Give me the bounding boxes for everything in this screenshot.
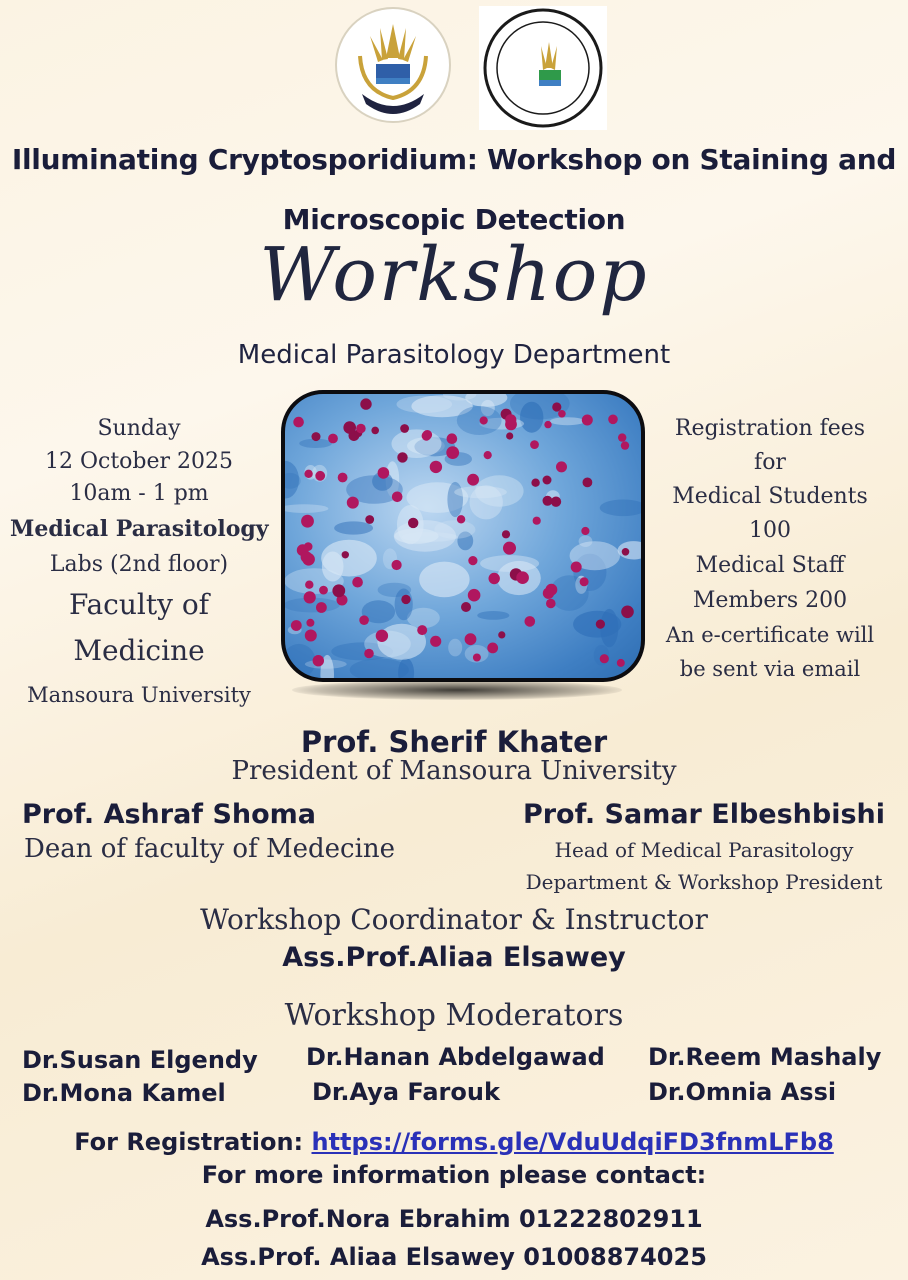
oocyst-dot	[397, 452, 407, 462]
oocyst-dot	[365, 515, 374, 524]
oocyst-dot	[360, 398, 371, 409]
contact-nora-ebrahim: Ass.Prof.Nora Ebrahim 01222802911	[205, 1205, 703, 1233]
oocyst-dot	[468, 556, 477, 565]
oocyst-dot	[533, 517, 541, 525]
oocyst-dot	[530, 440, 539, 449]
fees-line-2: for	[754, 450, 786, 475]
oocyst-dot	[417, 625, 427, 635]
moderators-column-2	[306, 1040, 605, 1110]
oocyst-dot	[621, 606, 634, 619]
oocyst-dot	[342, 551, 349, 558]
stain-background-blob	[477, 611, 509, 620]
oocyst-dot	[580, 577, 589, 586]
event-details	[10, 412, 268, 716]
stain-background-blob	[448, 639, 462, 657]
venue-line-2: Labs (2nd floor)	[49, 552, 229, 577]
oocyst-dot	[356, 424, 366, 434]
oocyst-dot	[376, 630, 388, 642]
oocyst-dot	[506, 432, 513, 439]
oocyst-dot	[447, 433, 458, 444]
stain-background-blob	[285, 461, 299, 499]
moderator-hanan-abdelgawad: Dr.Hanan Abdelgawad	[306, 1043, 605, 1071]
mansoura-university-logo	[332, 6, 454, 124]
contact-aliaa-elsawey: Ass.Prof. Aliaa Elsawey 01008874025	[201, 1243, 707, 1271]
stain-background-blob	[618, 541, 641, 559]
faculty-of-medicine-emblem-icon	[479, 6, 607, 130]
faculty-line-1: Faculty of	[68, 588, 210, 621]
stain-background-blob	[470, 485, 503, 519]
oocyst-dot	[313, 655, 324, 666]
oocyst-dot	[305, 630, 317, 642]
coordinator-name: Ass.Prof.Aliaa Elsawey	[282, 942, 626, 973]
stain-background-blob	[394, 520, 456, 552]
oocyst-dot	[430, 461, 442, 473]
oocyst-dot	[291, 620, 302, 631]
oocyst-dot	[457, 515, 465, 523]
oocyst-dot	[516, 571, 529, 584]
oocyst-dot	[304, 470, 312, 478]
stain-background-blob	[457, 406, 502, 435]
contact-label: For more information please contact:	[201, 1161, 707, 1189]
fees-line-6: Members 200	[692, 588, 848, 613]
moderators-column-3	[648, 1040, 881, 1110]
stained-oocysts-illustration	[285, 394, 641, 678]
oocyst-dot	[621, 441, 629, 449]
oocyst-dot	[343, 421, 356, 434]
fees-line-8: be sent via email	[679, 657, 861, 681]
oocyst-dot	[468, 589, 481, 602]
oocyst-dot	[543, 476, 552, 485]
oocyst-dot	[328, 434, 338, 444]
oocyst-dot	[525, 616, 536, 627]
fees-line-1: Registration fees	[674, 416, 866, 441]
oocyst-dot	[306, 619, 314, 627]
oocyst-dot	[617, 659, 625, 667]
stain-background-blob	[305, 660, 347, 669]
president-name: Prof. Sherif Khater	[300, 725, 608, 759]
cryptosporidium-stain-image	[281, 390, 645, 682]
mansoura-university-emblem-icon	[332, 6, 454, 124]
oocyst-dot	[301, 551, 313, 563]
oocyst-dot	[430, 636, 441, 647]
oocyst-dot	[558, 410, 566, 418]
oocyst-dot	[312, 432, 321, 441]
moderator-omnia-assi: Dr.Omnia Assi	[648, 1078, 837, 1106]
workshop-script-heading: Workshop	[259, 232, 649, 318]
oocyst-dot	[552, 402, 561, 411]
oocyst-dot	[596, 620, 605, 629]
stain-background-blob	[334, 521, 373, 534]
oocyst-dot	[378, 467, 390, 479]
oocyst-dot	[608, 415, 618, 425]
dean-name: Prof. Ashraf Shoma	[22, 799, 317, 830]
oocyst-dot	[502, 530, 510, 538]
moderator-aya-farouk: Dr.Aya Farouk	[312, 1078, 500, 1106]
oocyst-dot	[319, 586, 328, 595]
faculty-line-2: Medicine	[73, 634, 205, 667]
stain-background-blob	[395, 589, 413, 621]
moderator-susan-elgendy: Dr.Susan Elgendy	[22, 1046, 258, 1074]
oocyst-dot	[498, 631, 505, 638]
oocyst-dot	[371, 427, 379, 435]
oocyst-dot	[401, 595, 410, 604]
stain-background-blob	[398, 658, 414, 678]
fees-line-3: Medical Students	[672, 484, 868, 509]
oocyst-dot	[505, 414, 516, 425]
oocyst-dot	[581, 527, 589, 535]
oocyst-dot	[489, 573, 500, 584]
oocyst-dot	[315, 471, 325, 481]
moderators-column-1	[22, 1044, 258, 1110]
registration-link[interactable]: https://forms.gle/VduUdqiFD3fnmLFb8	[311, 1128, 834, 1156]
oocyst-dot	[487, 643, 498, 654]
stain-background-blob	[285, 504, 328, 513]
venue-line-1: Medical Parasitology	[10, 516, 269, 542]
oocyst-dot	[551, 497, 561, 507]
oocyst-dot	[392, 492, 403, 503]
oocyst-dot	[304, 591, 316, 603]
oocyst-dot	[461, 602, 471, 612]
oocyst-dot	[571, 562, 582, 573]
registration-label: For Registration:	[74, 1128, 312, 1156]
head-role-line-2: Department & Workshop President	[525, 870, 883, 894]
stain-background-blob	[600, 609, 618, 647]
title-line-2: Microscopic Detection	[282, 203, 626, 236]
oocyst-dot	[582, 415, 593, 426]
oocyst-dot	[484, 451, 492, 459]
stain-background-blob	[550, 417, 585, 425]
stain-background-blob	[600, 500, 641, 517]
head-role-line-1: Head of Medical Parasitology	[554, 838, 854, 862]
oocyst-dot	[400, 424, 409, 433]
president-role: President of Mansoura University	[231, 756, 677, 786]
dean-role: Dean of faculty of Medecine	[24, 834, 396, 864]
moderator-mona-kamel: Dr.Mona Kamel	[22, 1079, 226, 1107]
oocyst-dot	[473, 654, 481, 662]
head-name: Prof. Samar Elbeshbishi	[522, 799, 886, 830]
oocyst-dot	[467, 474, 479, 486]
oocyst-dot	[583, 478, 593, 488]
moderators-label: Workshop Moderators	[284, 998, 624, 1033]
event-day: Sunday	[97, 416, 181, 441]
oocyst-dot	[465, 633, 477, 645]
oocyst-dot	[546, 599, 556, 609]
stain-background-blob	[447, 482, 463, 517]
oocyst-dot	[622, 548, 630, 556]
oocyst-dot	[556, 461, 567, 472]
title-line-1: Illuminating Cryptosporidium: Workshop on Staining and	[11, 143, 897, 176]
coordinator-label: Workshop Coordinator & Instructor	[200, 903, 708, 936]
moderator-reem-mashaly: Dr.Reem Mashaly	[648, 1043, 882, 1071]
oocyst-dot	[359, 615, 369, 625]
oocyst-dot	[305, 581, 313, 589]
oocyst-dot	[316, 602, 327, 613]
oocyst-dot	[503, 542, 516, 555]
fees-line-7: An e-certificate will	[665, 623, 875, 647]
oocyst-dot	[293, 417, 304, 428]
event-time: 10am - 1 pm	[69, 481, 209, 506]
faculty-of-medicine-logo	[479, 6, 607, 130]
oocyst-dot	[347, 497, 359, 509]
department-name: Medical Parasitology Department	[237, 340, 671, 370]
oocyst-dot	[618, 433, 626, 441]
registration-fees	[650, 412, 890, 686]
oocyst-dot	[301, 515, 314, 528]
fees-line-5: Medical Staff	[695, 553, 845, 578]
oocyst-dot	[543, 588, 554, 599]
event-date: 12 October 2025	[44, 449, 234, 474]
oocyst-dot	[480, 416, 488, 424]
oocyst-dot	[408, 518, 418, 528]
image-shadow	[292, 680, 622, 700]
oocyst-dot	[332, 584, 345, 597]
oocyst-dot	[338, 473, 348, 483]
oocyst-dot	[446, 446, 459, 459]
oocyst-dot	[544, 421, 551, 428]
university-name: Mansoura University	[27, 683, 251, 707]
oocyst-dot	[352, 577, 363, 588]
oocyst-dot	[422, 431, 432, 441]
oocyst-dot	[600, 654, 609, 663]
oocyst-dot	[364, 649, 374, 659]
fees-line-4: 100	[749, 518, 791, 543]
oocyst-dot	[392, 560, 402, 570]
stain-background-blob	[419, 562, 469, 598]
oocyst-dot	[531, 479, 539, 487]
